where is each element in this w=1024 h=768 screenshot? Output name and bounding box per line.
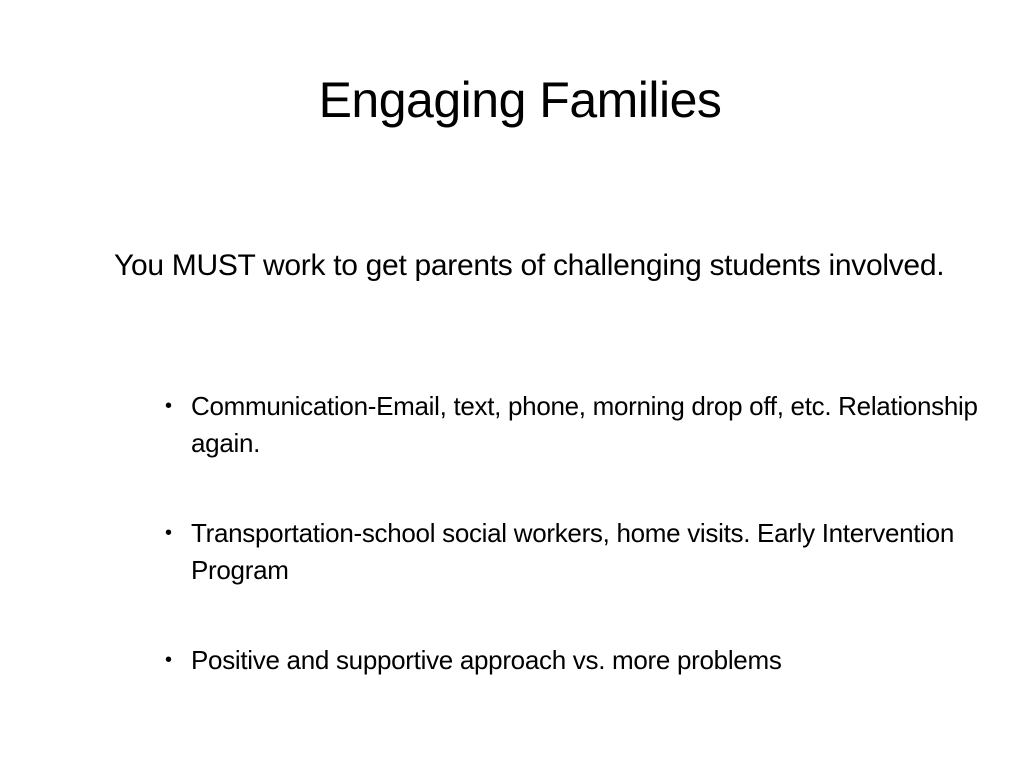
bullet-text: Positive and supportive approach vs. more problems xyxy=(191,645,782,675)
bullet-text: Communication-Email, text, phone, morning drop off, etc. Relationship again. xyxy=(191,391,978,458)
bullet-item-approach xyxy=(165,642,1005,679)
intro-text: You MUST work to get parents of challenging students involved. xyxy=(114,249,945,282)
bullet-item-transportation xyxy=(165,515,1005,589)
bullet-list xyxy=(165,388,1005,679)
bullet-text: Transportation-school social workers, home visits. Early Intervention Program xyxy=(191,518,954,585)
bullet-dot-icon: • xyxy=(165,395,172,417)
slide-title: Engaging Families xyxy=(318,72,722,128)
bullet-dot-icon: • xyxy=(165,649,172,671)
bullet-item-communication xyxy=(165,388,1005,462)
bullet-dot-icon: • xyxy=(165,522,172,544)
